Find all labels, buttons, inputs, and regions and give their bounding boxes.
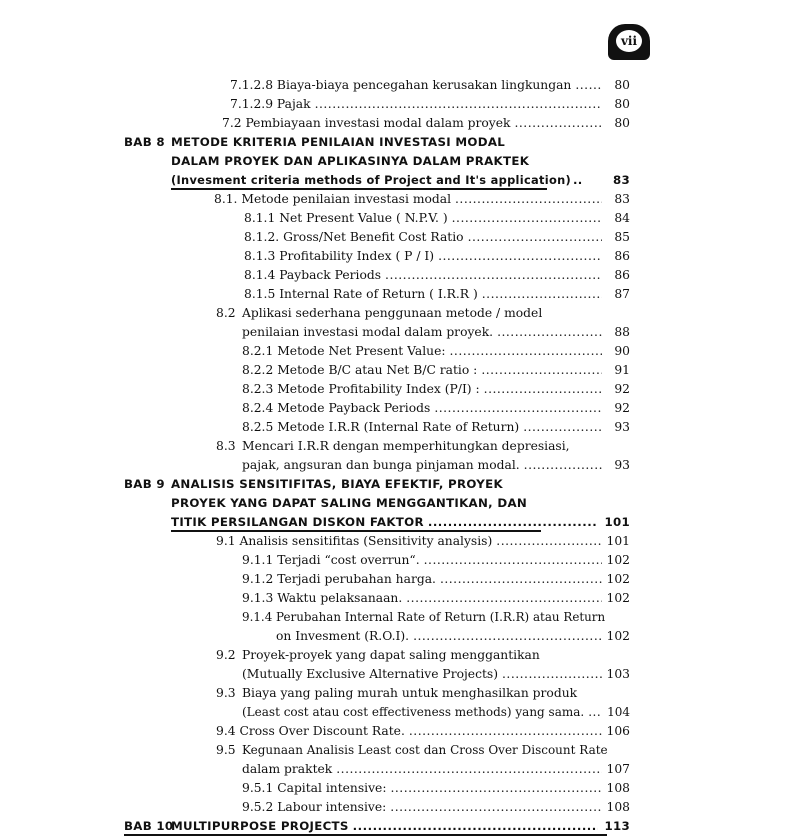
chapter-page: 113 (604, 819, 630, 833)
toc-entry (180, 76, 630, 94)
toc-entry-label: 8.2.5 Metode I.R.R (Internal Rate of Return) (242, 420, 520, 434)
toc-entry-label: pajak, angsuran dan bunga pinjaman modal. (242, 458, 520, 472)
chapter-page: 101 (604, 515, 630, 529)
toc-entry-page: 86 (614, 268, 630, 282)
toc-entry-label: 9.1.2 Terjadi perubahan harga. (242, 572, 436, 586)
toc-entry (180, 551, 630, 569)
toc-entry-label: dalam praktek (242, 762, 333, 776)
toc-entry-page: 106 (606, 724, 630, 738)
toc-entry (180, 228, 630, 246)
chapter-title-line: MULTIPURPOSE PROJECTS (171, 819, 349, 833)
toc-entry-page: 93 (614, 420, 630, 434)
toc-chapter-bab-9 (171, 513, 630, 531)
toc-entry (180, 190, 630, 208)
toc-entry-label: (Mutually Exclusive Alternative Projects) (242, 667, 499, 681)
toc-entry-label: (Least cost atau cost effectiveness methods) yang sama. (242, 705, 585, 719)
chapter-title-line: METODE KRITERIA PENILAIAN INVESTASI MODAL (171, 135, 506, 149)
toc-entry (180, 589, 630, 607)
toc-entry-label: 7.1.2.8 Biaya-biaya pencegahan kerusakan lingkungan (230, 78, 572, 92)
toc-entry-label: 8.2.4 Metode Payback Periods (242, 401, 431, 415)
toc-entry-label: 8.1. Metode penilaian investasi modal (214, 192, 452, 206)
toc-entry-page: 93 (614, 458, 630, 472)
toc-entry (180, 95, 630, 113)
toc-entry (180, 665, 630, 683)
toc-entry (180, 399, 630, 417)
toc-entry-label: 9.1 Analisis sensitifitas (Sensitivity analysis) (216, 534, 493, 548)
toc-entry-page: 108 (606, 800, 630, 814)
toc-entry-label: 8.2.3 Metode Profitability Index (P/I) : (242, 382, 480, 396)
toc-entry-number: 9.2 (216, 648, 236, 662)
toc-entry (180, 741, 630, 759)
toc-chapter-bab-8 (124, 133, 630, 151)
toc-entry (180, 627, 630, 645)
toc-entry-page: 92 (614, 382, 630, 396)
toc-entry-page: 80 (614, 97, 630, 111)
toc-chapter-bab-8: (Invesment criteria methods of Project and It's application) .. 83 (171, 173, 630, 187)
toc-entry (180, 323, 630, 341)
toc-entry-label: 7.2 Pembiayaan investasi modal dalam proyek (222, 116, 511, 130)
toc-entry-page: 88 (614, 325, 630, 339)
toc-entry (180, 779, 630, 797)
chapter-title-line: ANALISIS SENSITIFITAS, BIAYA EFEKTIF, PROYEK (171, 477, 503, 491)
toc-entry-page: 80 (614, 78, 630, 92)
toc-entry-number: 8.3 (216, 439, 236, 453)
chapter-number: BAB 10 (124, 819, 174, 833)
toc-entry (180, 760, 630, 778)
toc-entry-page: 102 (606, 572, 630, 586)
toc-entry (180, 418, 630, 436)
chapter-title-line: (Invesment criteria methods of Project and It's application) (171, 173, 571, 187)
toc-entry (180, 570, 630, 588)
toc-entry-page: 104 (607, 705, 630, 719)
toc-entry-number: 8.2 (216, 306, 236, 320)
toc-entry-page: 103 (606, 667, 630, 681)
toc-entry (180, 684, 630, 702)
toc-entry (180, 437, 630, 455)
toc-entry-page: 83 (614, 192, 630, 206)
toc-entry (180, 304, 630, 322)
toc-entry-page: 102 (606, 553, 630, 567)
toc-entry-label: 9.5.1 Capital intensive: (242, 781, 387, 795)
toc-entry-label: Aplikasi sederhana penggunaan metode / model (242, 306, 543, 320)
toc-entry (180, 532, 630, 550)
toc-entry-label: 9.1.3 Waktu pelaksanaan. (242, 591, 403, 605)
toc-entry-label: Proyek-proyek yang dapat saling menggantikan (242, 648, 540, 662)
chapter-underline (124, 834, 607, 836)
toc-entry-label: 9.4 Cross Over Discount Rate. (216, 724, 405, 738)
chapter-page: 83 (612, 173, 630, 187)
toc-entry (180, 703, 630, 721)
toc-entry (180, 722, 630, 740)
toc-entry (180, 798, 630, 816)
toc-entry-label: 8.2.2 Metode B/C atau Net B/C ratio : (242, 363, 478, 377)
toc-entry (180, 266, 630, 284)
toc-entry (180, 247, 630, 265)
toc-entry-page: 87 (614, 287, 630, 301)
page-number: vii (616, 30, 642, 52)
toc-entry-label: 8.2.1 Metode Net Present Value: (242, 344, 446, 358)
toc-entry-label: 8.1.5 Internal Rate of Return ( I.R.R ) (244, 287, 478, 301)
toc-entry-page: 86 (614, 249, 630, 263)
toc-entry-page: 101 (606, 534, 630, 548)
toc-entry (180, 380, 630, 398)
toc-entry-label: 8.1.4 Payback Periods (244, 268, 382, 282)
toc-entry-number: 9.3 (216, 686, 236, 700)
toc-entry (180, 114, 630, 132)
toc-entry (180, 608, 630, 626)
toc-entry-label: Kegunaan Analisis Least cost dan Cross Over Discount Rate (242, 743, 608, 757)
toc-entry-label: 8.1.2. Gross/Net Benefit Cost Ratio (244, 230, 464, 244)
toc-entry (180, 209, 630, 227)
toc-entry-page: 85 (614, 230, 630, 244)
toc-entry-label: 8.1.1 Net Present Value ( N.P.V. ) (244, 211, 448, 225)
toc-entry-label: 9.1.1 Terjadi “cost overrun“. (242, 553, 420, 567)
toc-entry (180, 646, 630, 664)
toc-entry-page: 91 (614, 363, 630, 377)
toc-entry-page: 107 (606, 762, 630, 776)
page-number-badge (608, 24, 650, 60)
toc-entry-page: 102 (606, 629, 630, 643)
toc-entry-label: 9.1.4 Perubahan Internal Rate of Return (I.R.R) atau Return (242, 610, 606, 624)
toc-entry (180, 456, 630, 474)
toc-entry-label: Mencari I.R.R dengan memperhitungkan depresiasi, (242, 439, 570, 453)
toc-entry-page: 92 (614, 401, 630, 415)
chapter-title-line: PROYEK YANG DAPAT SALING MENGGANTIKAN, DAN (171, 496, 528, 510)
toc-entry-page: 84 (614, 211, 630, 225)
toc-entry-page: 90 (614, 344, 630, 358)
toc-entry-label: penilaian investasi modal dalam proyek. (242, 325, 494, 339)
toc-entry-label: 9.5.2 Labour intensive: (242, 800, 387, 814)
toc-chapter-bab-9 (124, 475, 630, 493)
toc-entry-page: 102 (606, 591, 630, 605)
chapter-number: BAB 8 (124, 135, 165, 149)
toc-entry (180, 342, 630, 360)
toc-entry (180, 285, 630, 303)
toc-entry-label: 7.1.2.9 Pajak (230, 97, 311, 111)
toc-entry-label: on Invesment (R.O.I). (276, 629, 410, 643)
chapter-title-line: DALAM PROYEK DAN APLIKASINYA DALAM PRAKTEK (171, 154, 530, 168)
toc-chapter-bab-10 (124, 817, 630, 835)
toc-chapter-bab-9 (171, 494, 630, 512)
toc-entry-page: 80 (614, 116, 630, 130)
toc-entry-label: Biaya yang paling murah untuk menghasilkan produk (242, 686, 578, 700)
toc-entry (180, 361, 630, 379)
toc-chapter-bab-8 (171, 152, 630, 170)
toc-entry-page: 108 (606, 781, 630, 795)
toc-entry-label: 8.1.3 Profitability Index ( P / I) (244, 249, 435, 263)
chapter-title-line: TITIK PERSILANGAN DISKON FAKTOR (171, 515, 424, 529)
chapter-number: BAB 9 (124, 477, 165, 491)
toc-entry-number: 9.5 (216, 743, 236, 757)
